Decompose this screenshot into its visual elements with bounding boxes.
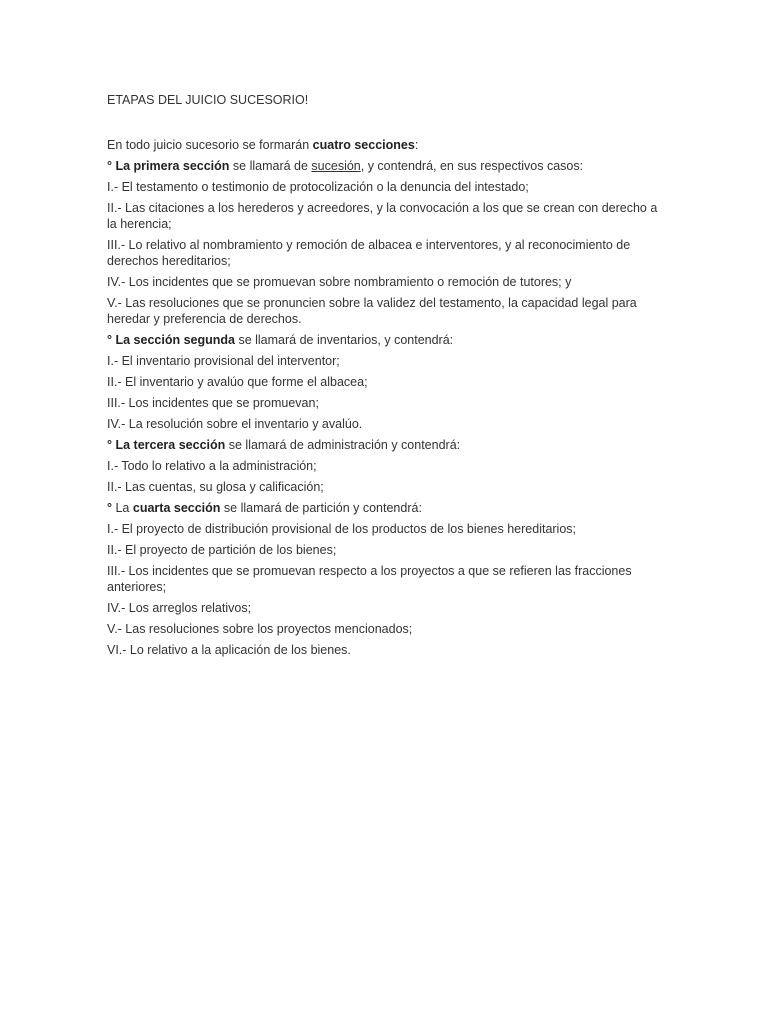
intro-paragraph (107, 137, 667, 153)
section-4-post: se llamará de partición y contendrá: (220, 501, 422, 515)
sucesion-link[interactable]: sucesión (311, 159, 361, 173)
section-2-item: IV.- La resolución sobre el inventario y avalúo. (107, 417, 363, 431)
document-body (107, 92, 667, 663)
section-1-item: IV.- Los incidentes que se promuevan sobre nombramiento o remoción de tutores; y (107, 275, 572, 289)
section-4-pre: La (115, 501, 133, 515)
section-3-heading (107, 437, 667, 453)
section-4-item: I.- El proyecto de distribución provisional de los productos de los bienes hereditarios; (107, 522, 577, 536)
section-2-item: III.- Los incidentes que se promuevan; (107, 396, 319, 410)
intro-text: En todo juicio sucesorio se formarán (107, 138, 313, 152)
section-3-item: I.- Todo lo relativo a la administración; (107, 459, 317, 473)
section-2-post: se llamará de inventarios, y contendrá: (234, 333, 454, 347)
section-4-item: VI.- Lo relativo a la aplicación de los bienes. (107, 643, 351, 657)
section-1-post: , y contendrá, en sus respectivos casos: (360, 159, 584, 173)
section-3-title: La tercera sección (115, 438, 226, 452)
intro-emphasis: cuatro secciones (312, 138, 415, 152)
document-title: ETAPAS DEL JUICIO SUCESORIO! (107, 93, 309, 107)
section-4-title: cuarta sección (132, 501, 221, 515)
section-4-item: II.- El proyecto de partición de los bienes; (107, 543, 337, 557)
section-2-item: I.- El inventario provisional del interventor; (107, 354, 340, 368)
section-1-mid: se llamará de (229, 159, 312, 173)
section-2-title: La sección segunda (115, 333, 235, 347)
section-4-heading (107, 500, 667, 516)
section-1-item: II.- Las citaciones a los herederos y acreedores, y la convocación a los que se crean con derecho a la herencia; (107, 201, 658, 231)
section-2-bullet: ° (107, 333, 116, 347)
section-1-bullet: ° (107, 159, 116, 173)
section-3-post: se llamará de administración y contendrá: (225, 438, 461, 452)
section-1-item: V.- Las resoluciones que se pronuncien sobre la validez del testamento, la capacidad legal para heredar y preferencia de derechos. (107, 296, 637, 326)
section-4-item: III.- Los incidentes que se promuevan respecto a los proyectos a que se refieren las fracciones anteriores; (107, 564, 632, 594)
section-1-heading (107, 158, 667, 174)
section-1-title: La primera sección (115, 159, 230, 173)
section-3-item: II.- Las cuentas, su glosa y calificación; (107, 480, 324, 494)
section-1-item: III.- Lo relativo al nombramiento y remoción de albacea e interventores, y al reconocimiento de derechos hereditarios; (107, 238, 631, 268)
section-3-bullet: ° (107, 438, 116, 452)
section-4-item: V.- Las resoluciones sobre los proyectos mencionados; (107, 622, 413, 636)
intro-colon: : (414, 138, 419, 152)
section-4-item: IV.- Los arreglos relativos; (107, 601, 252, 615)
section-2-heading (107, 332, 667, 348)
section-4-bullet: ° (107, 501, 116, 515)
section-2-item: II.- El inventario y avalúo que forme el albacea; (107, 375, 368, 389)
section-1-item: I.- El testamento o testimonio de protocolización o la denuncia del intestado; (107, 180, 529, 194)
